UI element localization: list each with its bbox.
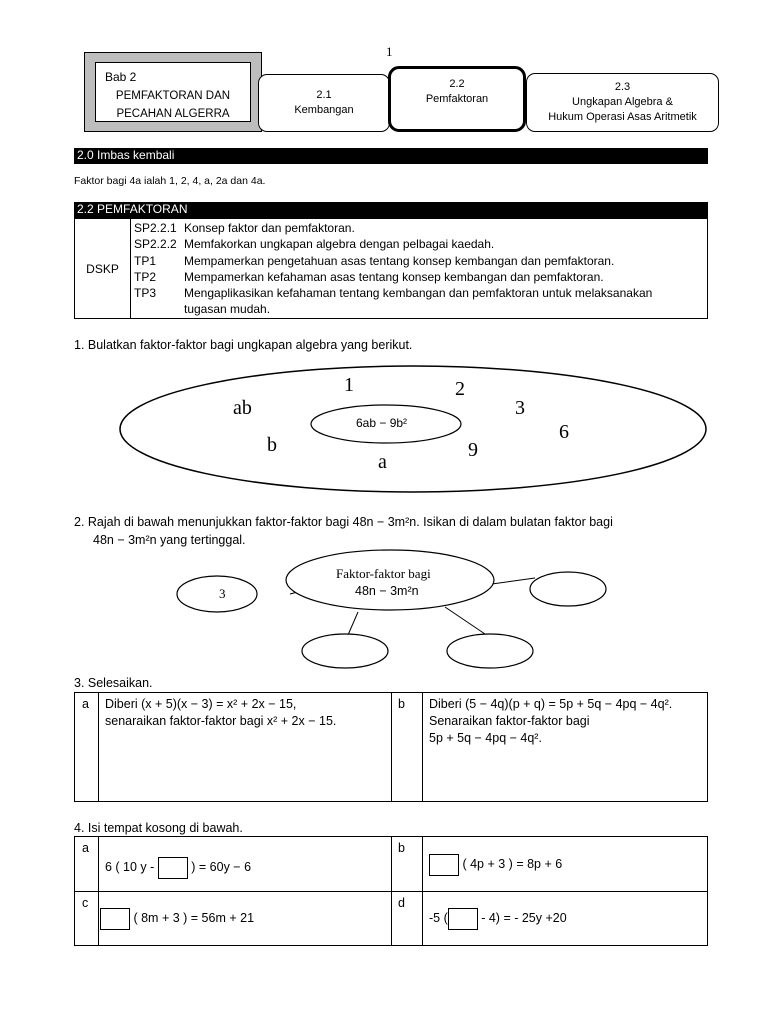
dskp-row bbox=[134, 286, 652, 300]
chapter-number: Bab 2 bbox=[105, 70, 137, 84]
q4-table bbox=[74, 836, 708, 946]
q2-center-line1: Faktor-faktor bagi bbox=[336, 566, 431, 581]
dskp-row bbox=[134, 237, 494, 251]
q3b-line1: Diberi (5 − 4q)(p + q) = 5p + 5q − 4pq − 4q². bbox=[429, 697, 673, 711]
answer-blank[interactable] bbox=[429, 854, 459, 876]
dskp-text: Memfakorkan ungkapan algebra dengan pelbagai kaedah. bbox=[184, 237, 495, 251]
q3b-line3: 5p + 5q − 4pq − 4q². bbox=[429, 731, 542, 745]
q3a-line2: senaraikan faktor-faktor bagi x² + 2x − 15. bbox=[105, 714, 337, 728]
dskp-row bbox=[134, 254, 614, 268]
q3b-label: b bbox=[398, 697, 405, 711]
q1-ellipse-diagram bbox=[118, 364, 708, 494]
factor-option[interactable]: b bbox=[267, 434, 277, 456]
factor-option[interactable]: a bbox=[378, 451, 387, 473]
dskp-row bbox=[134, 221, 355, 235]
question-2-line1: 2. Rajah di bawah menunjukkan faktor-faktor bagi 48n − 3m²n. Isikan di dalam bulatan faktor bagi bbox=[74, 515, 613, 529]
q4d-before: -5 ( bbox=[429, 911, 448, 925]
factor-bubble-empty bbox=[447, 634, 533, 668]
tab-number: 2.3 bbox=[614, 81, 631, 93]
dskp-code: TP1 bbox=[134, 254, 157, 268]
q4b-label: b bbox=[398, 841, 405, 855]
factor-bubble-empty bbox=[530, 572, 606, 606]
chapter-inner bbox=[95, 62, 251, 122]
tab-2-1-kembangan[interactable] bbox=[258, 74, 390, 132]
q4b-equation bbox=[429, 853, 562, 876]
factor-option[interactable]: 9 bbox=[468, 439, 478, 461]
tab-2-2-pemfaktoran[interactable] bbox=[388, 66, 526, 132]
chapter-title-line2: PECAHAN ALGERRA bbox=[116, 108, 230, 120]
question-2-line2: 48n − 3m²n yang tertinggal. bbox=[93, 533, 246, 547]
dskp-code: SP2.2.2 bbox=[134, 237, 177, 251]
factor-option[interactable]: 6 bbox=[559, 421, 569, 443]
question-3-text: 3. Selesaikan. bbox=[74, 676, 153, 690]
q2-center-line2: 48n − 3m²n bbox=[355, 584, 419, 598]
section-pemfaktoran-heading: 2.2 PEMFAKTORAN bbox=[74, 202, 708, 218]
dskp-row bbox=[134, 270, 604, 284]
question-1-text: 1. Bulatkan faktor-faktor bagi ungkapan algebra yang berikut. bbox=[74, 338, 413, 352]
dskp-text: Konsep faktor dan pemfaktoran. bbox=[184, 221, 355, 235]
q4c-equation bbox=[100, 907, 254, 930]
answer-blank[interactable] bbox=[158, 857, 188, 879]
q4d-after: - 4) = - 25y +20 bbox=[477, 911, 567, 925]
tab-label: Pemfaktoran bbox=[425, 93, 489, 105]
factor-bubble-filled bbox=[177, 576, 257, 612]
q2-given-factor: 3 bbox=[219, 586, 226, 601]
tab-label-2: Hukum Operasi Asas Aritmetik bbox=[548, 111, 697, 123]
answer-blank[interactable] bbox=[100, 908, 130, 930]
factor-option[interactable]: 1 bbox=[344, 374, 354, 396]
q4a-after: ) = 60y − 6 bbox=[187, 860, 252, 874]
q4b-after: ( 4p + 3 ) = 8p + 6 bbox=[459, 857, 563, 871]
chapter-title-line1: PEMFAKTORAN DAN bbox=[115, 90, 231, 102]
answer-blank[interactable] bbox=[448, 908, 478, 930]
section-imbas-heading: 2.0 Imbas kembali bbox=[74, 148, 708, 164]
q3-table bbox=[74, 692, 708, 802]
q1-expression: 6ab − 9b² bbox=[356, 416, 408, 430]
dskp-text: Mempamerkan kefahaman asas tentang konsep kembangan dan pemfaktoran. bbox=[184, 270, 604, 284]
q4d-label: d bbox=[398, 896, 405, 910]
tab-number: 2.1 bbox=[316, 89, 332, 101]
q4c-after: ( 8m + 3 ) = 56m + 21 bbox=[130, 911, 255, 925]
outer-ellipse bbox=[120, 366, 706, 492]
tab-2-3-ungkapan-algebra[interactable] bbox=[526, 73, 719, 132]
chapter-box bbox=[84, 52, 262, 132]
q4a-label: a bbox=[82, 841, 89, 855]
q3a-line1: Diberi (x + 5)(x − 3) = x² + 2x − 15, bbox=[105, 697, 297, 711]
factor-option[interactable]: ab bbox=[233, 397, 252, 419]
factor-option[interactable]: 3 bbox=[515, 397, 525, 419]
tab-label: Kembangan bbox=[294, 104, 354, 116]
q3b-line2: Senaraikan faktor-faktor bagi bbox=[429, 714, 590, 728]
q4a-equation bbox=[105, 856, 251, 879]
dskp-text: tugasan mudah. bbox=[184, 302, 271, 316]
factor-option[interactable]: 2 bbox=[455, 378, 465, 400]
tab-label: Ungkapan Algebra & bbox=[572, 96, 673, 108]
dskp-code: TP2 bbox=[134, 270, 157, 284]
dskp-code: SP2.2.1 bbox=[134, 221, 177, 235]
dskp-text: Mengaplikasikan kefahaman tentang kembangan dan pemfaktoran untuk melaksanakan bbox=[184, 286, 653, 300]
q3a-label: a bbox=[82, 697, 89, 711]
q4c-label: c bbox=[82, 896, 89, 910]
q4d-equation bbox=[429, 907, 567, 930]
imbas-text: Faktor bagi 4a ialah 1, 2, 4, a, 2a dan 4a. bbox=[74, 175, 266, 187]
factor-bubble-empty bbox=[302, 634, 388, 668]
dskp-code: TP3 bbox=[134, 286, 157, 300]
page-number: 1 bbox=[386, 44, 393, 59]
dskp-text: Mempamerkan pengetahuan asas tentang konsep kembangan dan pemfaktoran. bbox=[184, 254, 615, 268]
question-4-text: 4. Isi tempat kosong di bawah. bbox=[74, 821, 243, 835]
dskp-table bbox=[74, 218, 708, 319]
dskp-label: DSKP bbox=[75, 219, 131, 318]
tab-number: 2.2 bbox=[449, 78, 465, 90]
q4a-before: 6 ( 10 y - bbox=[105, 860, 158, 874]
dskp-row bbox=[134, 302, 270, 316]
